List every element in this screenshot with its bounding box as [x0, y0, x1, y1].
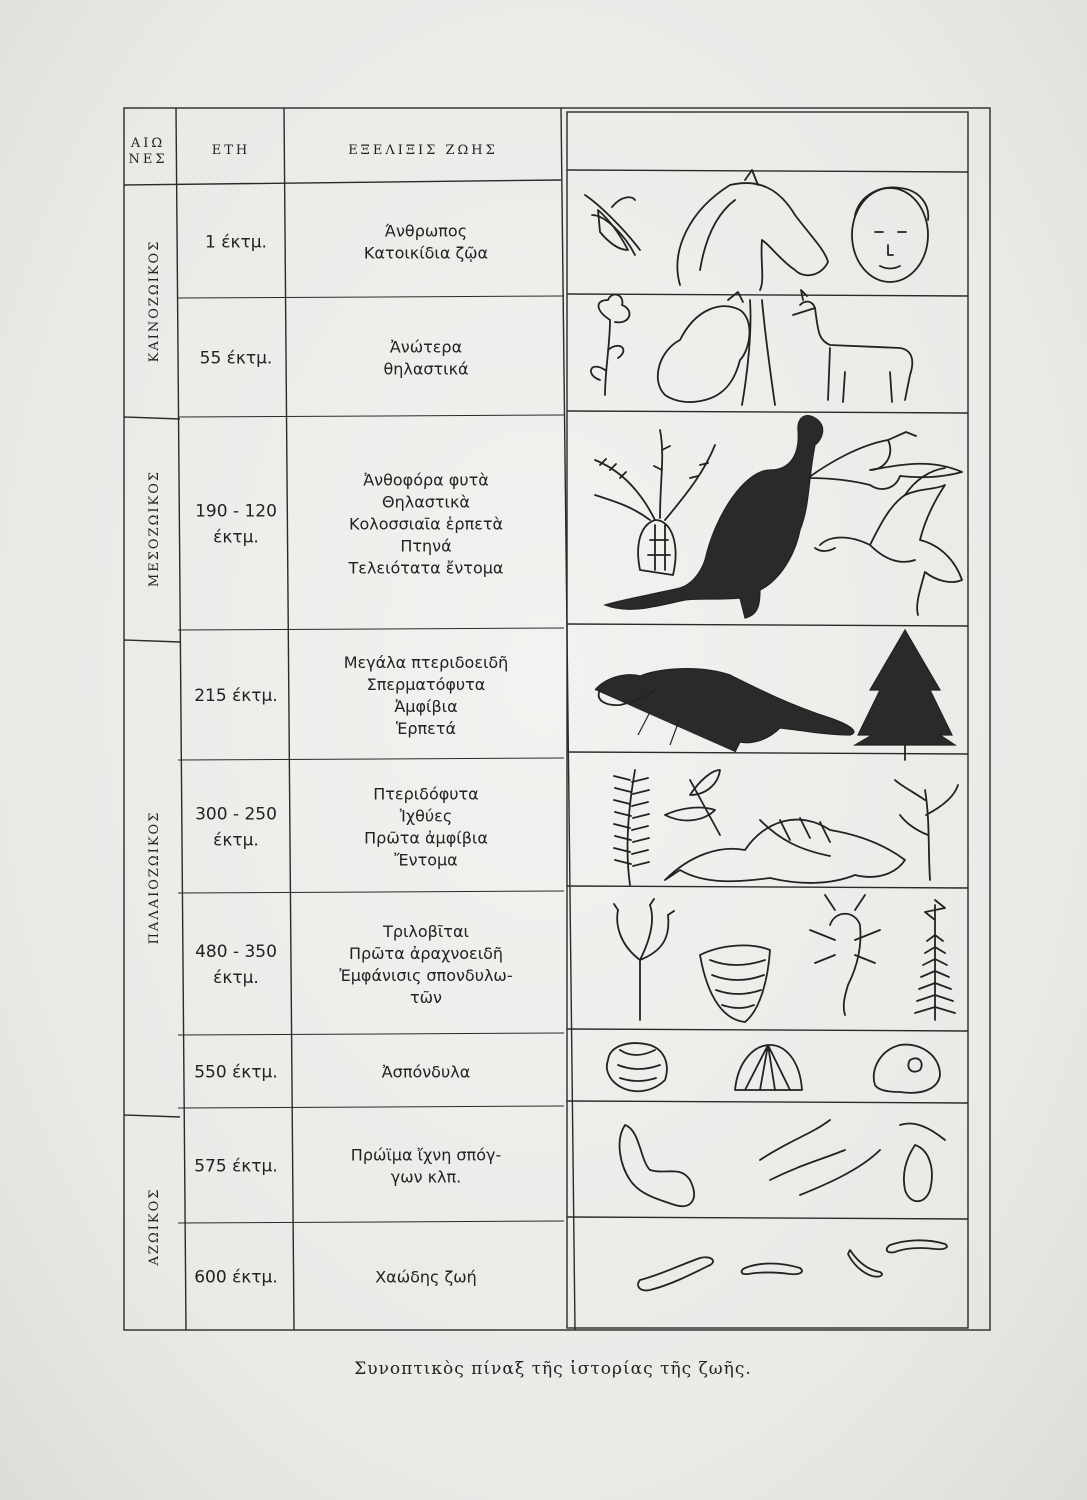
illustration-row-divider: [567, 1217, 968, 1219]
header-eons-line2: ΝΕΣ: [128, 152, 168, 167]
llama-icon: [793, 290, 912, 402]
cycad-icon: [595, 430, 715, 575]
header-evolution: ΕΞΕΛΙΞΙΣ ΖΩΗΣ: [348, 143, 498, 158]
years-label: έκτμ.: [213, 830, 259, 851]
table-rows: [194, 222, 512, 1288]
illustration-column: [585, 170, 962, 1290]
evolution-label: Τριλοβῖται: [383, 922, 469, 941]
evolution-label: Ἀνθοφόρα φυτὰ: [363, 470, 489, 490]
conifer-icon: [855, 630, 955, 760]
evolution-label: Πτεριδόφυτα: [373, 784, 479, 804]
evolution-label: Ἀνώτερα: [389, 337, 463, 357]
evolution-label: θηλαστικά: [383, 359, 469, 379]
illustration-row-divider: [567, 1101, 968, 1103]
era-label: ΚΑΙΝΟΖΩΙΚΟΣ: [147, 239, 162, 363]
years-label: έκτμ.: [213, 527, 259, 548]
illustration-row-divider: [567, 624, 968, 626]
bare-tree-icon: [895, 780, 958, 880]
row-divider: [178, 296, 564, 298]
illustration-row-divider: [567, 170, 968, 172]
worm-icon: [760, 1120, 945, 1195]
illustration-row-divider: [567, 752, 968, 754]
evolution-label: Ἑρπετά: [396, 719, 456, 738]
era-label: ΠΑΛΑΙΟΖΩΙΚΟΣ: [147, 810, 162, 945]
era-divider: [124, 640, 180, 642]
era-label: ΑΖΩΙΚΟΣ: [147, 1187, 162, 1266]
sponge-trace-icon: [904, 1145, 932, 1201]
evolution-label: τῶν: [410, 988, 442, 1007]
trilobite-icon: [607, 1043, 667, 1091]
evolution-label: Κολοσσιαῖα ἑρπετὰ: [348, 514, 504, 534]
illustration-row-divider: [567, 886, 968, 888]
fern-icon: [614, 770, 649, 885]
header-divider: [124, 180, 561, 185]
row-divider: [178, 1221, 564, 1223]
evolution-label: Τελειότατα ἔντομα: [348, 558, 504, 578]
dragonfly-icon: [665, 770, 720, 835]
evolution-label: Κατοικίδια ζῷα: [363, 243, 489, 263]
dog-icon: [658, 292, 750, 402]
pterosaur-icon: [808, 432, 962, 489]
row-divider: [178, 415, 564, 417]
evolution-label: Μεγάλα πτεριδοειδῆ: [343, 653, 509, 672]
years-label: 550 έκτμ.: [194, 1062, 278, 1083]
illustration-row-divider: [567, 1029, 968, 1031]
evolution-label: Πρῶτα ἀμφίβια: [364, 828, 488, 848]
illustration-row-divider: [567, 294, 968, 296]
evolution-label: Ἀμφίβια: [394, 697, 458, 716]
evolution-label: Σπερματόφυτα: [366, 675, 486, 694]
evolution-label: Πρῶτα ἀραχνοειδῆ: [348, 944, 504, 963]
fish-icon: [665, 818, 905, 883]
header-years: ΕΤΗ: [211, 143, 251, 158]
evolution-label: Πρώϊμα ἴχνη σπόγ-: [350, 1145, 502, 1165]
reptile-icon: [595, 669, 854, 752]
evolution-label: Χαώδης ζωή: [375, 1267, 477, 1287]
evolution-label: γων κλπ.: [390, 1167, 462, 1187]
eurypterid-icon: [810, 895, 880, 1015]
row-divider: [178, 891, 564, 893]
row-divider: [178, 628, 564, 630]
sponge-trace-icon: [620, 1125, 694, 1206]
table-header: [128, 136, 497, 167]
evolution-label: Άνθρωπος: [384, 221, 468, 241]
years-label: 300 - 250: [195, 804, 277, 825]
header-eons-line1: ΑΙΩ: [130, 136, 166, 151]
archaeopteryx-icon: [815, 468, 962, 615]
row-divider: [178, 758, 564, 760]
row-divider: [178, 1106, 564, 1108]
col-divider-eons: [176, 108, 186, 1330]
snail-icon: [874, 1045, 940, 1093]
era-labels: [147, 240, 162, 1267]
col-divider-years: [284, 108, 294, 1330]
era-divider: [124, 1115, 180, 1117]
years-label: 215 έκτμ.: [194, 686, 278, 706]
illustration-row-divider: [567, 411, 968, 413]
evolution-label: Θηλαστικὰ: [382, 492, 470, 512]
table-border: [124, 108, 990, 1330]
evolution-label: Ἐμφάνισις σπονδυλω-: [339, 966, 513, 985]
years-label: 600 έκτμ.: [194, 1267, 278, 1288]
years-label: 190 - 120: [195, 501, 277, 522]
evolution-label: Πτηνά: [400, 536, 452, 556]
years-label: 575 έκτμ.: [194, 1156, 278, 1177]
flower-icon: [591, 295, 630, 395]
years-label: 1 έκτμ.: [205, 232, 267, 253]
col-divider-evolution: [561, 108, 575, 1330]
era-divider: [124, 417, 180, 419]
primitive-life-icon: [638, 1240, 947, 1290]
era-label: ΜΕΣΟΖΩΙΚΟΣ: [147, 469, 162, 588]
horse-icon: [677, 170, 828, 290]
years-label: 480 - 350: [195, 942, 277, 962]
tree-trunk-icon: [742, 300, 775, 405]
years-label: έκτμ.: [213, 968, 259, 988]
years-label: 55 έκτμ.: [199, 348, 273, 369]
table-caption: Συνοπτικὸς πίναξ τῆς ἱστορίας τῆς ζωῆς.: [354, 1359, 752, 1379]
evolution-label: Ἀσπόνδυλα: [381, 1062, 471, 1082]
human-head-icon: [852, 187, 928, 282]
scallop-icon: [735, 1045, 802, 1090]
row-divider: [178, 1033, 564, 1035]
evolution-label: Ἰχθύες: [399, 806, 453, 826]
evolution-label: Ἔντομα: [394, 850, 458, 870]
shell-icon: [700, 945, 770, 1022]
crinoid-icon: [614, 899, 674, 1020]
corn-icon: [585, 195, 640, 255]
table-grid: [124, 108, 990, 1330]
plant-icon: [915, 900, 955, 1020]
